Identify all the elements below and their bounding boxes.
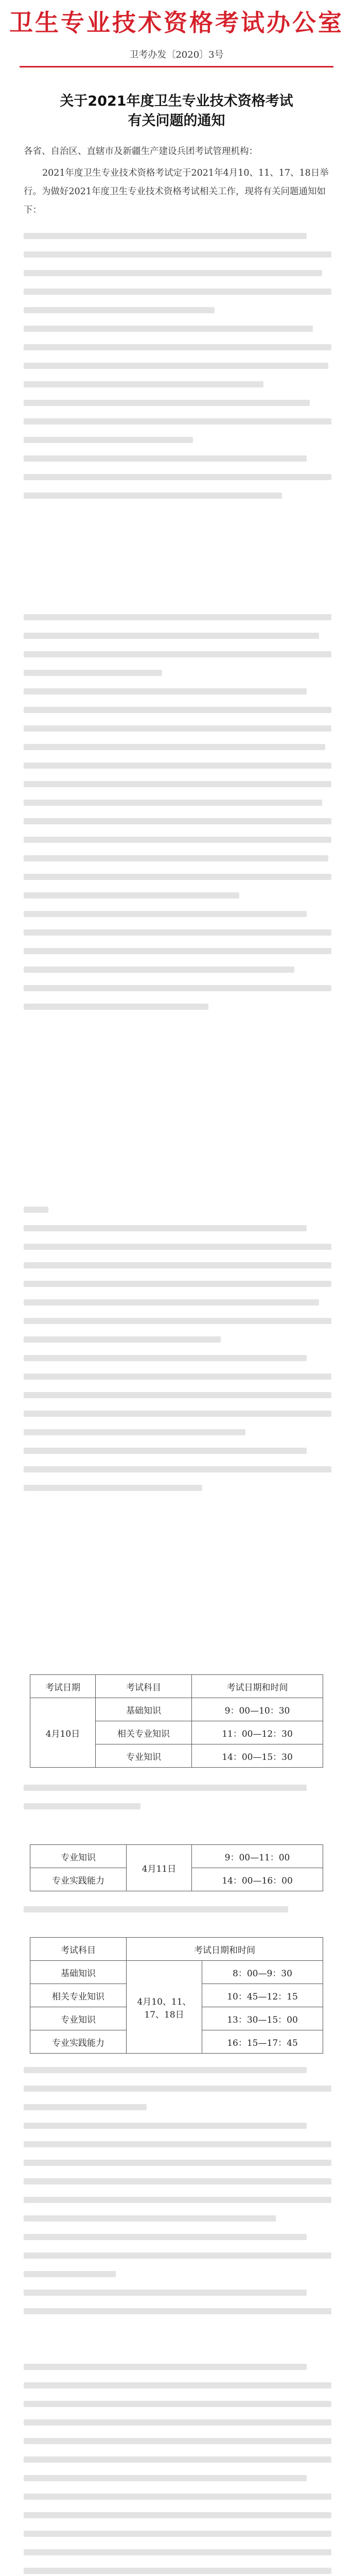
table-time-cell: 8：00—9：30 xyxy=(202,1961,323,1984)
text-line xyxy=(24,1244,331,1250)
text-line xyxy=(24,1485,202,1491)
text-line xyxy=(24,2308,331,2314)
table-date-cell: 4月11日 xyxy=(127,1845,192,1891)
text-line xyxy=(24,800,322,806)
text-line xyxy=(24,418,331,425)
text-line xyxy=(24,911,307,917)
text-line xyxy=(24,892,239,899)
text-line xyxy=(24,363,328,369)
schedule-table-1 xyxy=(30,1674,323,1768)
text-line xyxy=(24,2160,331,2166)
text-line xyxy=(24,1225,307,1231)
table-row xyxy=(30,1961,323,1984)
text-line xyxy=(24,233,307,239)
between-tables-text-1 xyxy=(24,1778,331,1835)
text-line xyxy=(24,967,294,973)
text-line xyxy=(24,855,328,861)
table-subject-cell: 基础知识 xyxy=(96,1698,192,1721)
recipient-line: 各省、自治区、直辖市及新疆生产建设兵团考试管理机构： xyxy=(24,146,258,157)
text-line xyxy=(24,781,331,787)
text-line xyxy=(24,2438,331,2444)
text-line xyxy=(24,670,162,676)
table-time-cell: 9：00—11：00 xyxy=(192,1845,323,1868)
between-tables-text-2 xyxy=(24,1900,331,1931)
table-date-cell: 4月10、11、17、18日 xyxy=(127,1961,202,2054)
table-row xyxy=(30,1845,323,1868)
text-line xyxy=(24,2215,276,2222)
text-line xyxy=(24,2123,307,2129)
table-header-cell: 考试科目 xyxy=(30,1938,127,1961)
text-line xyxy=(24,1448,307,1454)
table-time-cell: 13：30—15：00 xyxy=(202,2007,323,2030)
text-line xyxy=(24,2512,331,2518)
text-line xyxy=(24,2197,331,2203)
table-subject-cell: 专业知识 xyxy=(96,1744,192,1768)
text-line xyxy=(24,1004,208,1010)
text-line xyxy=(24,2456,331,2463)
text-line xyxy=(24,2382,331,2388)
text-line xyxy=(24,651,331,657)
text-line xyxy=(24,2252,331,2259)
text-line xyxy=(24,2475,307,2481)
text-line xyxy=(24,948,331,954)
text-line xyxy=(24,1355,307,1361)
intro-paragraph xyxy=(24,164,331,219)
table-header-row xyxy=(30,1938,323,1961)
text-line xyxy=(24,2104,147,2110)
table-header-cell: 考试日期和时间 xyxy=(127,1938,323,1961)
text-line xyxy=(24,2494,331,2500)
text-line xyxy=(24,1785,307,1791)
text-line xyxy=(24,2401,331,2407)
section-2-paragraphs xyxy=(24,608,331,1175)
section-1-paragraphs xyxy=(24,227,331,546)
text-line xyxy=(24,1207,48,1213)
text-line xyxy=(24,2086,331,2092)
document-number: 卫考办发〔2020〕3号 xyxy=(129,49,224,60)
text-line xyxy=(24,2531,331,2537)
section-4-paragraphs xyxy=(24,2061,331,2576)
table-time-cell: 9：00—10：30 xyxy=(192,1698,323,1721)
text-line xyxy=(24,744,325,750)
section-3-paragraphs xyxy=(24,1200,331,1649)
table-time-cell: 10：45—12：15 xyxy=(202,1984,323,2007)
text-line xyxy=(24,1374,331,1380)
text-line xyxy=(24,2549,331,2555)
text-line xyxy=(24,2271,116,2277)
table-time-cell: 14：00—16：00 xyxy=(192,1868,323,1891)
text-line xyxy=(24,762,331,769)
table-subject-cell: 专业实践能力 xyxy=(30,2030,127,2054)
text-line xyxy=(24,270,322,276)
text-line xyxy=(24,1906,288,1912)
text-line xyxy=(24,1336,221,1343)
text-line xyxy=(24,326,313,332)
text-line xyxy=(24,1411,331,1417)
text-line xyxy=(24,2234,307,2240)
text-line xyxy=(24,1429,245,1435)
text-line xyxy=(24,2067,307,2073)
text-line xyxy=(24,493,282,499)
notice-title-line-1: 关于2021年度卫生专业技术资格考试 xyxy=(60,93,293,109)
intro-lead-text: 2021年度卫生专业技术资格考试定于2021年4月10、11、17、18日举行。为做好2021年度卫生专业技术资格考试相关工作，现将有关问题通知如下： xyxy=(24,168,329,215)
notice-title-line-2: 有关问题的通知 xyxy=(128,113,225,129)
table-subject-cell: 相关专业知识 xyxy=(30,1984,127,2007)
table-time-cell: 16：15—17：45 xyxy=(202,2030,323,2054)
schedule-table-2 xyxy=(30,1844,323,1891)
text-line xyxy=(24,707,331,713)
text-line xyxy=(24,1299,319,1306)
text-line xyxy=(24,474,331,480)
table-header-cell: 考试日期和时间 xyxy=(192,1675,323,1698)
text-line xyxy=(24,2568,331,2574)
table-date-cell: 4月10日 xyxy=(30,1698,96,1768)
text-line xyxy=(24,1281,331,1287)
table-subject-cell: 基础知识 xyxy=(30,1961,127,1984)
text-line xyxy=(24,381,263,387)
text-line xyxy=(24,2178,331,2184)
text-line xyxy=(24,437,193,443)
table-header-cell: 考试科目 xyxy=(96,1675,192,1698)
text-line xyxy=(24,818,331,824)
table-subject-cell: 专业知识 xyxy=(30,1845,127,1868)
text-line xyxy=(24,455,307,462)
table-subject-cell: 专业实践能力 xyxy=(30,1868,127,1891)
text-line xyxy=(24,1318,331,1324)
text-line xyxy=(24,2364,307,2370)
text-line xyxy=(24,400,310,406)
text-line xyxy=(24,725,331,732)
text-line xyxy=(24,307,215,313)
document-header xyxy=(0,0,353,88)
text-line xyxy=(24,633,319,639)
text-line xyxy=(24,289,331,295)
table-header-cell: 考试日期 xyxy=(30,1675,96,1698)
text-line xyxy=(24,985,331,991)
table-time-cell: 14：00—15：30 xyxy=(192,1744,323,1768)
table-time-cell: 11：00—12：30 xyxy=(192,1721,323,1744)
text-line xyxy=(24,251,331,258)
table-subject-cell: 相关专业知识 xyxy=(96,1721,192,1744)
schedule-table-3 xyxy=(30,1937,323,2054)
text-line xyxy=(24,2290,307,2296)
text-line xyxy=(24,837,331,843)
text-line xyxy=(24,2141,331,2147)
table-header-row xyxy=(30,1675,323,1698)
text-line xyxy=(24,1466,331,1472)
text-line xyxy=(24,2419,331,2426)
issuing-office-title: 卫生专业技术资格考试办公室 xyxy=(9,9,344,37)
text-line xyxy=(24,1262,331,1268)
table-subject-cell: 专业知识 xyxy=(30,2007,127,2030)
text-line xyxy=(24,1392,331,1398)
text-line xyxy=(24,688,307,694)
text-line xyxy=(24,929,331,936)
red-header-divider xyxy=(20,66,333,67)
table-row xyxy=(30,1698,323,1721)
text-line xyxy=(24,614,331,620)
notice-title xyxy=(0,92,353,131)
text-line xyxy=(24,344,331,350)
text-line xyxy=(24,874,331,880)
text-line xyxy=(24,1803,140,1809)
